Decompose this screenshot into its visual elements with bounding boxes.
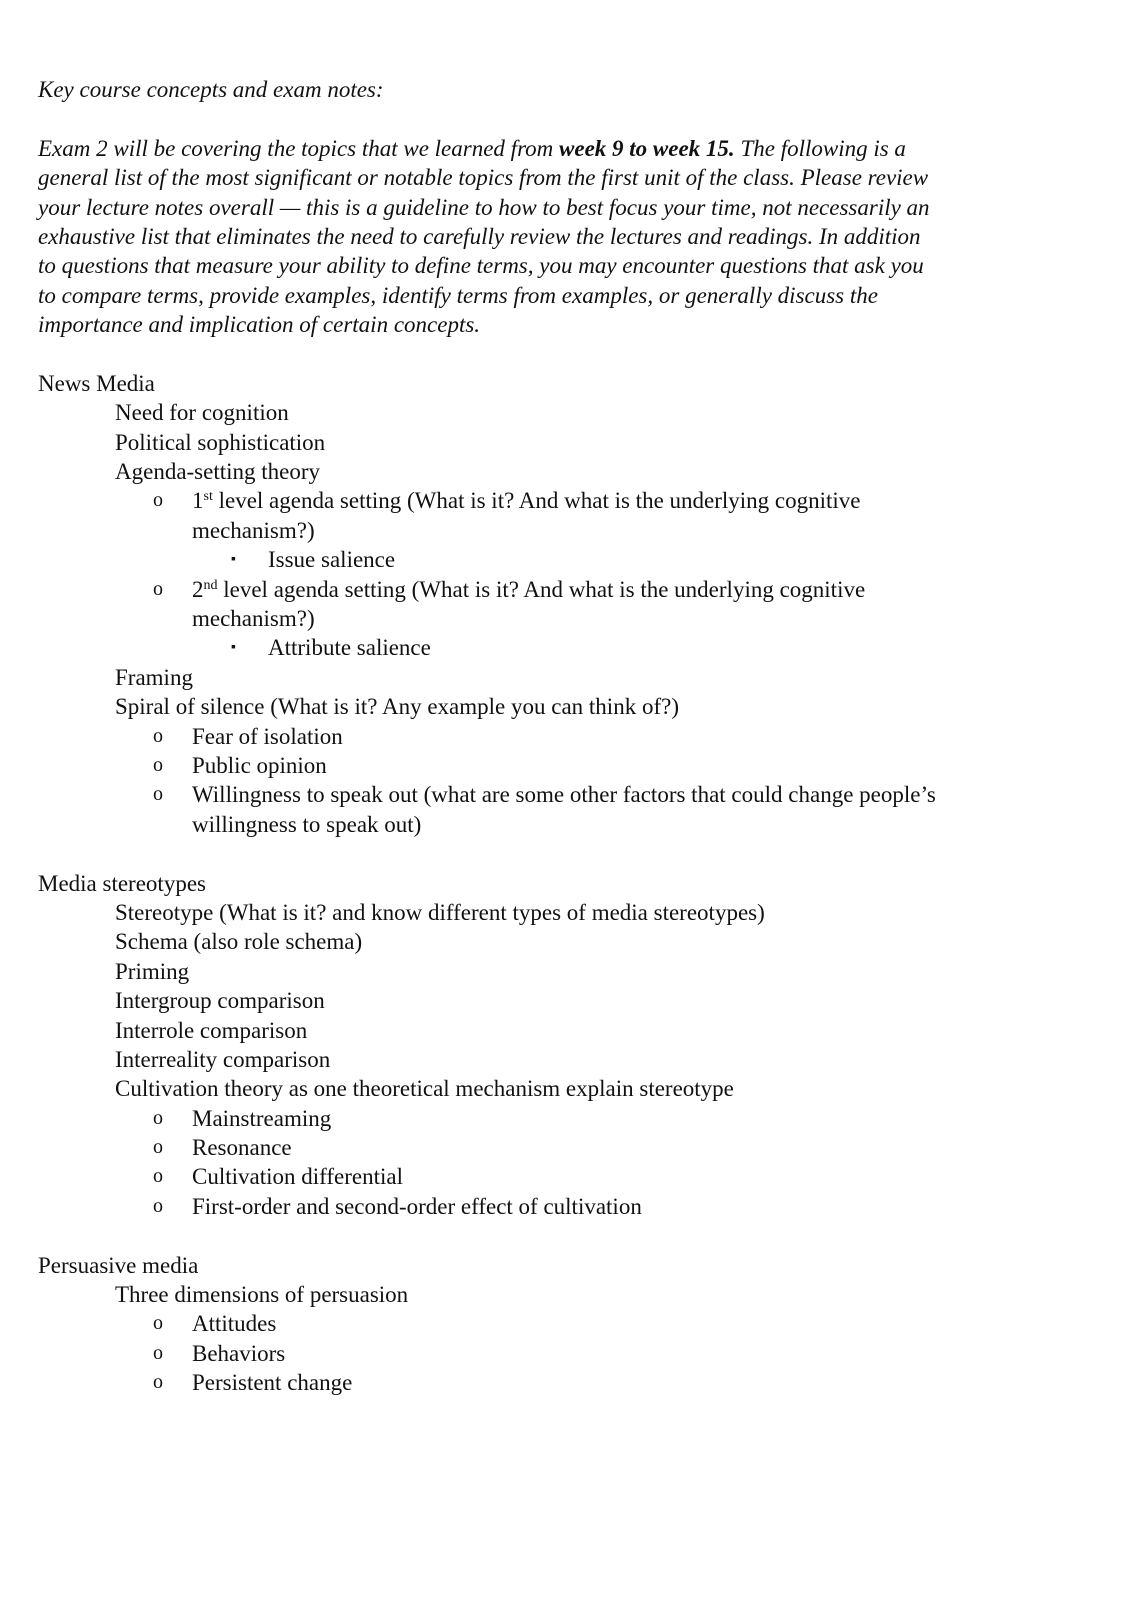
circle-bullet-icon: o: [153, 1106, 163, 1129]
intro-line: to questions that measure your ability to define terms, you may encounter questions that ask you: [38, 253, 924, 279]
intro-line: importance and implication of certain concepts.: [38, 312, 481, 338]
subtopic-text: Public opinion: [192, 752, 327, 778]
topic: Framing: [115, 664, 193, 690]
subtopic-text: level agenda setting (What is it? And what is the underlying cognitive: [212, 488, 861, 514]
intro-text: Exam 2 will be covering the topics that we learned from: [38, 135, 560, 161]
subtopic: [0, 1104, 1145, 1133]
subtopic: [0, 1192, 1145, 1221]
circle-bullet-icon: o: [153, 577, 163, 600]
subtopic: [0, 1162, 1145, 1191]
subsubtopic-text: Attribute salience: [268, 635, 431, 661]
subtopic-text: Behaviors: [192, 1340, 286, 1366]
square-bullet-icon: ▪: [231, 552, 236, 568]
circle-bullet-icon: o: [153, 1194, 163, 1217]
subtopic-cont: mechanism?): [192, 606, 315, 632]
section-title-media-stereotypes: Media stereotypes: [38, 870, 206, 896]
circle-bullet-icon: o: [153, 724, 163, 747]
subtopic: [0, 1133, 1145, 1162]
subtopic: [0, 1368, 1145, 1397]
subtopic-text: level agenda setting (What is it? And what is the underlying cognitive: [217, 576, 866, 602]
topic: Cultivation theory as one theoretical mechanism explain stereotype: [115, 1076, 734, 1102]
section-title-persuasive-media: Persuasive media: [38, 1252, 199, 1278]
subtopic: [0, 1339, 1145, 1368]
subtopic-text: 2: [192, 576, 204, 602]
subtopic-cont: willingness to speak out): [192, 811, 422, 837]
subtopic: [0, 486, 1145, 515]
intro-bold: week 9 to week 15.: [559, 135, 735, 161]
superscript: nd: [203, 577, 218, 593]
topic: Schema (also role schema): [115, 929, 363, 955]
subtopic-cont: mechanism?): [192, 517, 315, 543]
section-title-news-media: News Media: [38, 370, 155, 396]
subtopic-text: Mainstreaming: [192, 1105, 332, 1131]
circle-bullet-icon: o: [153, 1136, 163, 1159]
circle-bullet-icon: o: [153, 753, 163, 776]
topic: Interreality comparison: [115, 1046, 331, 1072]
subtopic-text: Resonance: [192, 1135, 292, 1161]
intro-line: exhaustive list that eliminates the need to carefully review the lectures and readings. In addition: [38, 223, 921, 249]
subtopic: [0, 751, 1145, 780]
topic: Spiral of silence (What is it? Any example you can think of?): [115, 694, 679, 720]
topic: Intergroup comparison: [115, 988, 325, 1014]
subsubtopic: [0, 633, 1145, 662]
intro-line: [0, 134, 1145, 163]
subtopic-text: 1: [192, 488, 204, 514]
subsubtopic: [0, 545, 1145, 574]
circle-bullet-icon: o: [153, 1165, 163, 1188]
circle-bullet-icon: o: [153, 489, 163, 512]
topic: Need for cognition: [115, 400, 289, 426]
subtopic-text: First-order and second-order effect of cultivation: [192, 1193, 642, 1219]
circle-bullet-icon: o: [153, 783, 163, 806]
topic: Three dimensions of persuasion: [115, 1282, 409, 1308]
circle-bullet-icon: o: [153, 1312, 163, 1335]
topic: Interrole comparison: [115, 1017, 308, 1043]
subtopic-text: Attitudes: [192, 1311, 277, 1337]
subtopic-text: Cultivation differential: [192, 1164, 403, 1190]
subtopic: [0, 722, 1145, 751]
intro-line: general list of the most significant or notable topics from the first unit of the class. Please review: [38, 165, 929, 191]
intro-line: to compare terms, provide examples, identify terms from examples, or generally discuss the: [38, 282, 878, 308]
topic: Agenda-setting theory: [115, 459, 321, 485]
subtopic-text: Fear of isolation: [192, 723, 343, 749]
subtopic: [0, 1309, 1145, 1338]
topic: Stereotype (What is it? and know different types of media stereotypes): [115, 899, 765, 925]
subtopic: [0, 780, 1145, 809]
square-bullet-icon: ▪: [231, 640, 236, 656]
subtopic-text: Persistent change: [192, 1370, 353, 1396]
document: [0, 75, 1145, 1398]
circle-bullet-icon: o: [153, 1371, 163, 1394]
topic: Political sophistication: [115, 429, 326, 455]
circle-bullet-icon: o: [153, 1341, 163, 1364]
intro-line: your lecture notes overall — this is a guideline to how to best focus your time, not necessarily an: [38, 194, 930, 220]
subsubtopic-text: Issue salience: [268, 547, 396, 573]
superscript: st: [203, 489, 213, 505]
subtopic: [0, 575, 1145, 604]
subtopic-text: Willingness to speak out (what are some other factors that could change people’s: [192, 782, 936, 808]
heading: Key course concepts and exam notes:: [38, 77, 384, 102]
intro-text: The following is a: [734, 135, 906, 161]
topic: Priming: [115, 958, 190, 984]
